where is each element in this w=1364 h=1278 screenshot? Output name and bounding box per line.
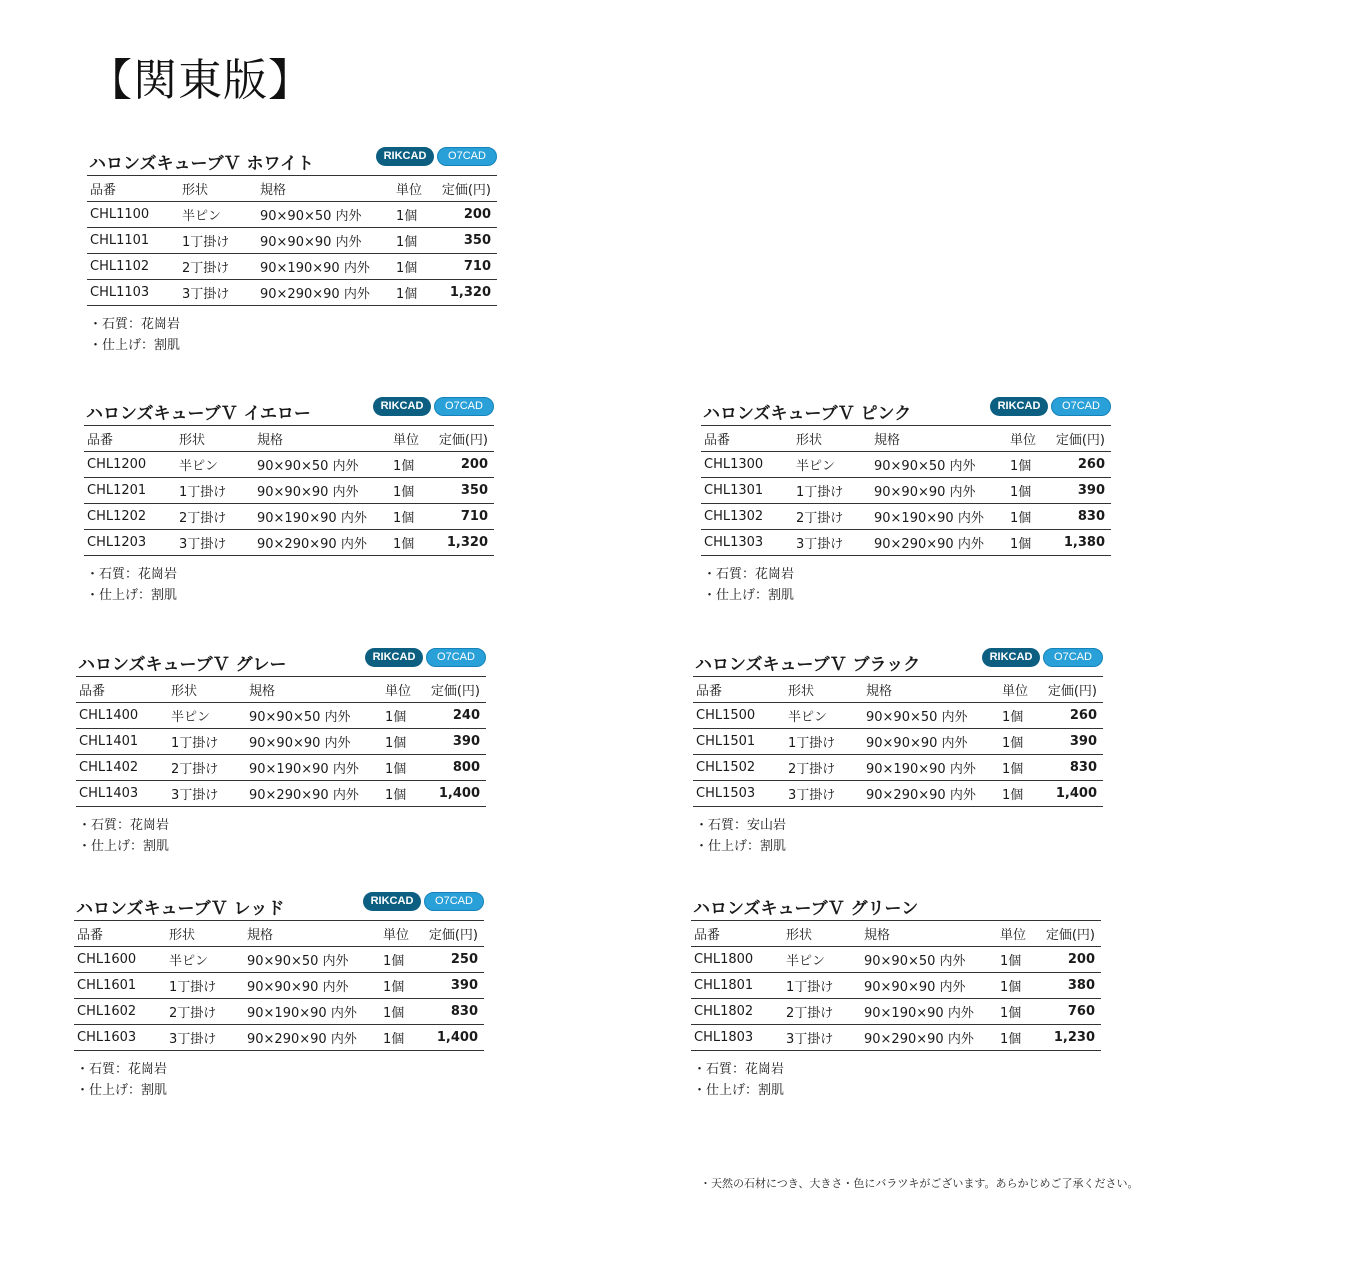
header-shape: 形状 <box>169 928 196 943</box>
note-finish: ・仕上げ：割肌 <box>86 588 178 603</box>
cell-code: CHL1301 <box>704 483 764 498</box>
spec-table <box>84 425 494 556</box>
cell-price: 1,400 <box>436 1030 478 1045</box>
cell-price: 350 <box>460 483 488 498</box>
cell-unit: 1個 <box>393 511 415 526</box>
cell-code: CHL1602 <box>77 1004 137 1019</box>
cad-badges <box>376 147 497 166</box>
cell-shape: 2丁掛け <box>788 762 836 777</box>
table-header-row <box>701 426 1111 452</box>
cell-shape: 1丁掛け <box>182 235 230 250</box>
cad-badges <box>373 397 494 416</box>
header-shape: 形状 <box>182 183 209 198</box>
cell-size: 90×190×90 内外 <box>864 1006 974 1021</box>
cell-size: 90×90×90 内外 <box>866 736 968 751</box>
table-row <box>84 530 494 556</box>
page-title: 【関東版】 <box>88 55 313 106</box>
cell-price: 1,400 <box>438 786 480 801</box>
table-row <box>693 703 1103 729</box>
header-size: 規格 <box>874 433 901 448</box>
header-shape: 形状 <box>786 928 813 943</box>
header-price: 定価(円) <box>441 183 491 198</box>
note-finish: ・仕上げ：割肌 <box>693 1083 785 1098</box>
table-header-row <box>74 921 484 947</box>
cell-size: 90×90×90 内外 <box>247 980 349 995</box>
cell-shape: 1丁掛け <box>796 485 844 500</box>
cell-size: 90×90×50 内外 <box>257 459 359 474</box>
note-finish: ・仕上げ：割肌 <box>89 338 181 353</box>
table-row <box>74 973 484 999</box>
cell-price: 1,400 <box>1055 786 1097 801</box>
product-header <box>701 395 1111 425</box>
cell-size: 90×290×90 内外 <box>864 1032 974 1047</box>
table-row <box>691 947 1101 973</box>
cell-price: 200 <box>463 207 491 222</box>
table-row <box>84 452 494 478</box>
cad-badges <box>365 648 486 667</box>
table-row <box>74 999 484 1025</box>
note-material: ・石質：花崗岩 <box>76 1062 168 1077</box>
cell-price: 1,230 <box>1053 1030 1095 1045</box>
cell-shape: 2丁掛け <box>179 511 227 526</box>
cell-code: CHL1502 <box>696 760 756 775</box>
cell-size: 90×290×90 内外 <box>257 537 367 552</box>
table-row <box>74 1025 484 1051</box>
cell-code: CHL1503 <box>696 786 756 801</box>
header-unit: 単位 <box>393 433 420 448</box>
cell-price: 830 <box>1077 509 1105 524</box>
cell-code: CHL1802 <box>694 1004 754 1019</box>
cell-size: 90×290×90 内外 <box>249 788 359 803</box>
cell-price: 710 <box>460 509 488 524</box>
cell-size: 90×90×50 内外 <box>249 710 351 725</box>
spec-table <box>76 676 486 807</box>
header-unit: 単位 <box>1002 684 1029 699</box>
cell-shape: 3丁掛け <box>182 287 230 302</box>
cell-price: 800 <box>452 760 480 775</box>
cell-price: 1,380 <box>1063 535 1105 550</box>
note-finish: ・仕上げ：割肌 <box>76 1083 168 1098</box>
cell-size: 90×190×90 内外 <box>247 1006 357 1021</box>
cell-code: CHL1102 <box>90 259 150 274</box>
cell-price: 380 <box>1067 978 1095 993</box>
cell-unit: 1個 <box>383 1032 405 1047</box>
product-header <box>74 890 484 920</box>
product-name: ハロンズキューブＶ ホワイト <box>89 154 315 174</box>
cell-price: 390 <box>452 734 480 749</box>
cell-shape: 1丁掛け <box>179 485 227 500</box>
table-row <box>76 729 486 755</box>
cell-size: 90×90×90 内外 <box>249 736 351 751</box>
header-price: 定価(円) <box>430 684 480 699</box>
cell-shape: 半ピン <box>182 209 222 224</box>
cell-shape: 1丁掛け <box>169 980 217 995</box>
cell-size: 90×190×90 内外 <box>874 511 984 526</box>
cell-price: 760 <box>1067 1004 1095 1019</box>
header-shape: 形状 <box>179 433 206 448</box>
rikcad-badge[interactable]: RIKCAD <box>990 397 1048 416</box>
cell-price: 830 <box>450 1004 478 1019</box>
header-size: 規格 <box>260 183 287 198</box>
cell-code: CHL1801 <box>694 978 754 993</box>
rikcad-badge[interactable]: RIKCAD <box>982 648 1040 667</box>
table-row <box>87 254 497 280</box>
product-green <box>691 890 1101 1101</box>
header-shape: 形状 <box>796 433 823 448</box>
cell-shape: 2丁掛け <box>796 511 844 526</box>
header-price: 定価(円) <box>1045 928 1095 943</box>
cell-price: 350 <box>463 233 491 248</box>
header-unit: 単位 <box>1010 433 1037 448</box>
cell-code: CHL1500 <box>696 708 756 723</box>
header-code: 品番 <box>77 928 104 943</box>
product-white <box>87 145 497 356</box>
table-row <box>84 504 494 530</box>
cell-price: 240 <box>452 708 480 723</box>
cell-unit: 1個 <box>1000 954 1022 969</box>
header-shape: 形状 <box>788 684 815 699</box>
cell-size: 90×90×90 内外 <box>257 485 359 500</box>
table-row <box>693 755 1103 781</box>
product-pink <box>701 395 1111 606</box>
table-row <box>701 452 1111 478</box>
spec-table <box>701 425 1111 556</box>
cell-price: 250 <box>450 952 478 967</box>
header-code: 品番 <box>79 684 106 699</box>
table-header-row <box>693 677 1103 703</box>
cell-size: 90×190×90 内外 <box>257 511 367 526</box>
cell-unit: 1個 <box>1000 1032 1022 1047</box>
header-code: 品番 <box>87 433 114 448</box>
header-size: 規格 <box>864 928 891 943</box>
table-header-row <box>87 176 497 202</box>
cell-shape: 1丁掛け <box>788 736 836 751</box>
note-material: ・石質：花崗岩 <box>86 567 178 582</box>
header-unit: 単位 <box>385 684 412 699</box>
table-row <box>701 504 1111 530</box>
cell-price: 200 <box>1067 952 1095 967</box>
cell-unit: 1個 <box>1002 736 1024 751</box>
o7cad-badge[interactable]: O7CAD <box>1051 397 1111 416</box>
cell-code: CHL1803 <box>694 1030 754 1045</box>
table-row <box>693 729 1103 755</box>
cell-size: 90×290×90 内外 <box>247 1032 357 1047</box>
table-row <box>87 202 497 228</box>
product-notes <box>701 564 1111 606</box>
note-finish: ・仕上げ：割肌 <box>78 839 170 854</box>
cell-code: CHL1303 <box>704 535 764 550</box>
cell-code: CHL1202 <box>87 509 147 524</box>
o7cad-badge[interactable]: O7CAD <box>1043 648 1103 667</box>
cell-size: 90×290×90 内外 <box>866 788 976 803</box>
cell-shape: 2丁掛け <box>786 1006 834 1021</box>
product-header <box>691 890 1101 920</box>
note-material: ・石質：花崗岩 <box>78 818 170 833</box>
header-size: 規格 <box>866 684 893 699</box>
cell-code: CHL1603 <box>77 1030 137 1045</box>
table-row <box>691 1025 1101 1051</box>
product-yellow <box>84 395 494 606</box>
cell-price: 390 <box>1069 734 1097 749</box>
cell-shape: 2丁掛け <box>169 1006 217 1021</box>
header-code: 品番 <box>704 433 731 448</box>
cell-size: 90×90×50 内外 <box>247 954 349 969</box>
cell-price: 200 <box>460 457 488 472</box>
table-row <box>87 228 497 254</box>
cell-price: 830 <box>1069 760 1097 775</box>
cell-unit: 1個 <box>1002 710 1024 725</box>
product-name: ハロンズキューブＶ レッド <box>76 899 285 919</box>
cell-shape: 半ピン <box>788 710 828 725</box>
cell-price: 260 <box>1069 708 1097 723</box>
rikcad-badge[interactable]: RIKCAD <box>363 892 421 911</box>
cell-code: CHL1300 <box>704 457 764 472</box>
cell-shape: 半ピン <box>786 954 826 969</box>
table-header-row <box>84 426 494 452</box>
header-price: 定価(円) <box>438 433 488 448</box>
cell-unit: 1個 <box>383 1006 405 1021</box>
header-code: 品番 <box>696 684 723 699</box>
note-material: ・石質：花崗岩 <box>693 1062 785 1077</box>
cell-shape: 1丁掛け <box>786 980 834 995</box>
product-header <box>87 145 497 175</box>
product-name: ハロンズキューブＶ ブラック <box>695 655 921 675</box>
cell-size: 90×90×90 内外 <box>260 235 362 250</box>
cell-code: CHL1302 <box>704 509 764 524</box>
header-size: 規格 <box>249 684 276 699</box>
cell-unit: 1個 <box>1010 511 1032 526</box>
table-row <box>691 973 1101 999</box>
cell-shape: 半ピン <box>169 954 209 969</box>
cell-price: 390 <box>450 978 478 993</box>
table-row <box>84 478 494 504</box>
spec-table <box>693 676 1103 807</box>
header-unit: 単位 <box>1000 928 1027 943</box>
cell-size: 90×290×90 内外 <box>260 287 370 302</box>
note-material: ・石質：花崗岩 <box>703 567 795 582</box>
cell-size: 90×90×90 内外 <box>864 980 966 995</box>
cell-unit: 1個 <box>385 736 407 751</box>
cell-shape: 2丁掛け <box>182 261 230 276</box>
cell-shape: 3丁掛け <box>169 1032 217 1047</box>
cell-unit: 1個 <box>1002 788 1024 803</box>
cad-badges <box>982 648 1103 667</box>
product-notes <box>87 314 497 356</box>
cell-code: CHL1402 <box>79 760 139 775</box>
table-row <box>693 781 1103 807</box>
product-red <box>74 890 484 1101</box>
cell-size: 90×90×90 内外 <box>874 485 976 500</box>
cell-size: 90×90×50 内外 <box>874 459 976 474</box>
cell-unit: 1個 <box>1010 459 1032 474</box>
header-unit: 単位 <box>396 183 423 198</box>
cell-unit: 1個 <box>383 980 405 995</box>
note-material: ・石質：安山岩 <box>695 818 787 833</box>
cell-unit: 1個 <box>393 537 415 552</box>
cell-code: CHL1800 <box>694 952 754 967</box>
product-notes <box>76 815 486 857</box>
cell-size: 90×190×90 内外 <box>260 261 370 276</box>
cell-code: CHL1401 <box>79 734 139 749</box>
cell-unit: 1個 <box>1010 485 1032 500</box>
cell-code: CHL1403 <box>79 786 139 801</box>
cell-size: 90×90×50 内外 <box>864 954 966 969</box>
cell-code: CHL1203 <box>87 535 147 550</box>
table-row <box>76 703 486 729</box>
header-code: 品番 <box>694 928 721 943</box>
cell-price: 1,320 <box>446 535 488 550</box>
cell-code: CHL1201 <box>87 483 147 498</box>
cell-unit: 1個 <box>385 788 407 803</box>
cell-code: CHL1103 <box>90 285 150 300</box>
cell-unit: 1個 <box>396 235 418 250</box>
note-material: ・石質：花崗岩 <box>89 317 181 332</box>
cell-unit: 1個 <box>396 261 418 276</box>
cell-unit: 1個 <box>383 954 405 969</box>
cell-code: CHL1100 <box>90 207 150 222</box>
table-row <box>87 280 497 306</box>
product-notes <box>84 564 494 606</box>
product-header <box>84 395 494 425</box>
cell-size: 90×90×50 内外 <box>866 710 968 725</box>
cell-price: 260 <box>1077 457 1105 472</box>
cell-unit: 1個 <box>396 287 418 302</box>
cell-shape: 1丁掛け <box>171 736 219 751</box>
cell-code: CHL1501 <box>696 734 756 749</box>
header-shape: 形状 <box>171 684 198 699</box>
table-header-row <box>76 677 486 703</box>
product-header <box>76 646 486 676</box>
cell-shape: 半ピン <box>179 459 219 474</box>
cell-shape: 3丁掛け <box>796 537 844 552</box>
rikcad-badge[interactable]: RIKCAD <box>376 147 434 166</box>
cell-unit: 1個 <box>1000 980 1022 995</box>
cell-code: CHL1101 <box>90 233 150 248</box>
table-header-row <box>691 921 1101 947</box>
product-name: ハロンズキューブＶ イエロー <box>86 404 311 424</box>
cell-price: 710 <box>463 259 491 274</box>
product-notes <box>74 1059 484 1101</box>
cell-unit: 1個 <box>1010 537 1032 552</box>
table-row <box>76 755 486 781</box>
table-row <box>691 999 1101 1025</box>
footer-note: ・天然の石材につき、大きさ・色にバラツキがございます。あらかじめご了承ください。 <box>700 1177 1139 1190</box>
header-unit: 単位 <box>383 928 410 943</box>
cell-unit: 1個 <box>1000 1006 1022 1021</box>
cad-badges <box>990 397 1111 416</box>
cell-price: 1,320 <box>449 285 491 300</box>
cell-code: CHL1200 <box>87 457 147 472</box>
product-black <box>693 646 1103 857</box>
header-code: 品番 <box>90 183 117 198</box>
product-notes <box>693 815 1103 857</box>
product-name: ハロンズキューブＶ グレー <box>78 655 287 675</box>
header-size: 規格 <box>257 433 284 448</box>
o7cad-badge[interactable]: O7CAD <box>426 648 486 667</box>
product-name: ハロンズキューブＶ ピンク <box>703 404 912 424</box>
cell-size: 90×290×90 内外 <box>874 537 984 552</box>
header-size: 規格 <box>247 928 274 943</box>
header-price: 定価(円) <box>1055 433 1105 448</box>
cell-shape: 半ピン <box>796 459 836 474</box>
o7cad-badge[interactable]: O7CAD <box>437 147 497 166</box>
table-row <box>76 781 486 807</box>
table-row <box>701 478 1111 504</box>
cell-size: 90×190×90 内外 <box>866 762 976 777</box>
cell-unit: 1個 <box>396 209 418 224</box>
product-header <box>693 646 1103 676</box>
product-notes <box>691 1059 1101 1101</box>
cell-size: 90×190×90 内外 <box>249 762 359 777</box>
cell-shape: 3丁掛け <box>786 1032 834 1047</box>
spec-table <box>74 920 484 1051</box>
cell-unit: 1個 <box>1002 762 1024 777</box>
o7cad-badge[interactable]: O7CAD <box>434 397 494 416</box>
cell-shape: 2丁掛け <box>171 762 219 777</box>
cell-code: CHL1600 <box>77 952 137 967</box>
cad-badges <box>363 892 484 911</box>
cell-unit: 1個 <box>393 459 415 474</box>
header-price: 定価(円) <box>428 928 478 943</box>
cell-code: CHL1601 <box>77 978 137 993</box>
product-name: ハロンズキューブＶ グリーン <box>693 899 919 919</box>
table-row <box>74 947 484 973</box>
rikcad-badge[interactable]: RIKCAD <box>373 397 431 416</box>
cell-shape: 3丁掛け <box>179 537 227 552</box>
rikcad-badge[interactable]: RIKCAD <box>365 648 423 667</box>
product-gray <box>76 646 486 857</box>
cell-shape: 半ピン <box>171 710 211 725</box>
table-row <box>701 530 1111 556</box>
cell-price: 390 <box>1077 483 1105 498</box>
cell-unit: 1個 <box>385 710 407 725</box>
spec-table <box>87 175 497 306</box>
cell-code: CHL1400 <box>79 708 139 723</box>
cell-shape: 3丁掛け <box>788 788 836 803</box>
note-finish: ・仕上げ：割肌 <box>703 588 795 603</box>
o7cad-badge[interactable]: O7CAD <box>424 892 484 911</box>
note-finish: ・仕上げ：割肌 <box>695 839 787 854</box>
cell-unit: 1個 <box>385 762 407 777</box>
cell-unit: 1個 <box>393 485 415 500</box>
cell-shape: 3丁掛け <box>171 788 219 803</box>
header-price: 定価(円) <box>1047 684 1097 699</box>
spec-table <box>691 920 1101 1051</box>
cell-size: 90×90×50 内外 <box>260 209 362 224</box>
